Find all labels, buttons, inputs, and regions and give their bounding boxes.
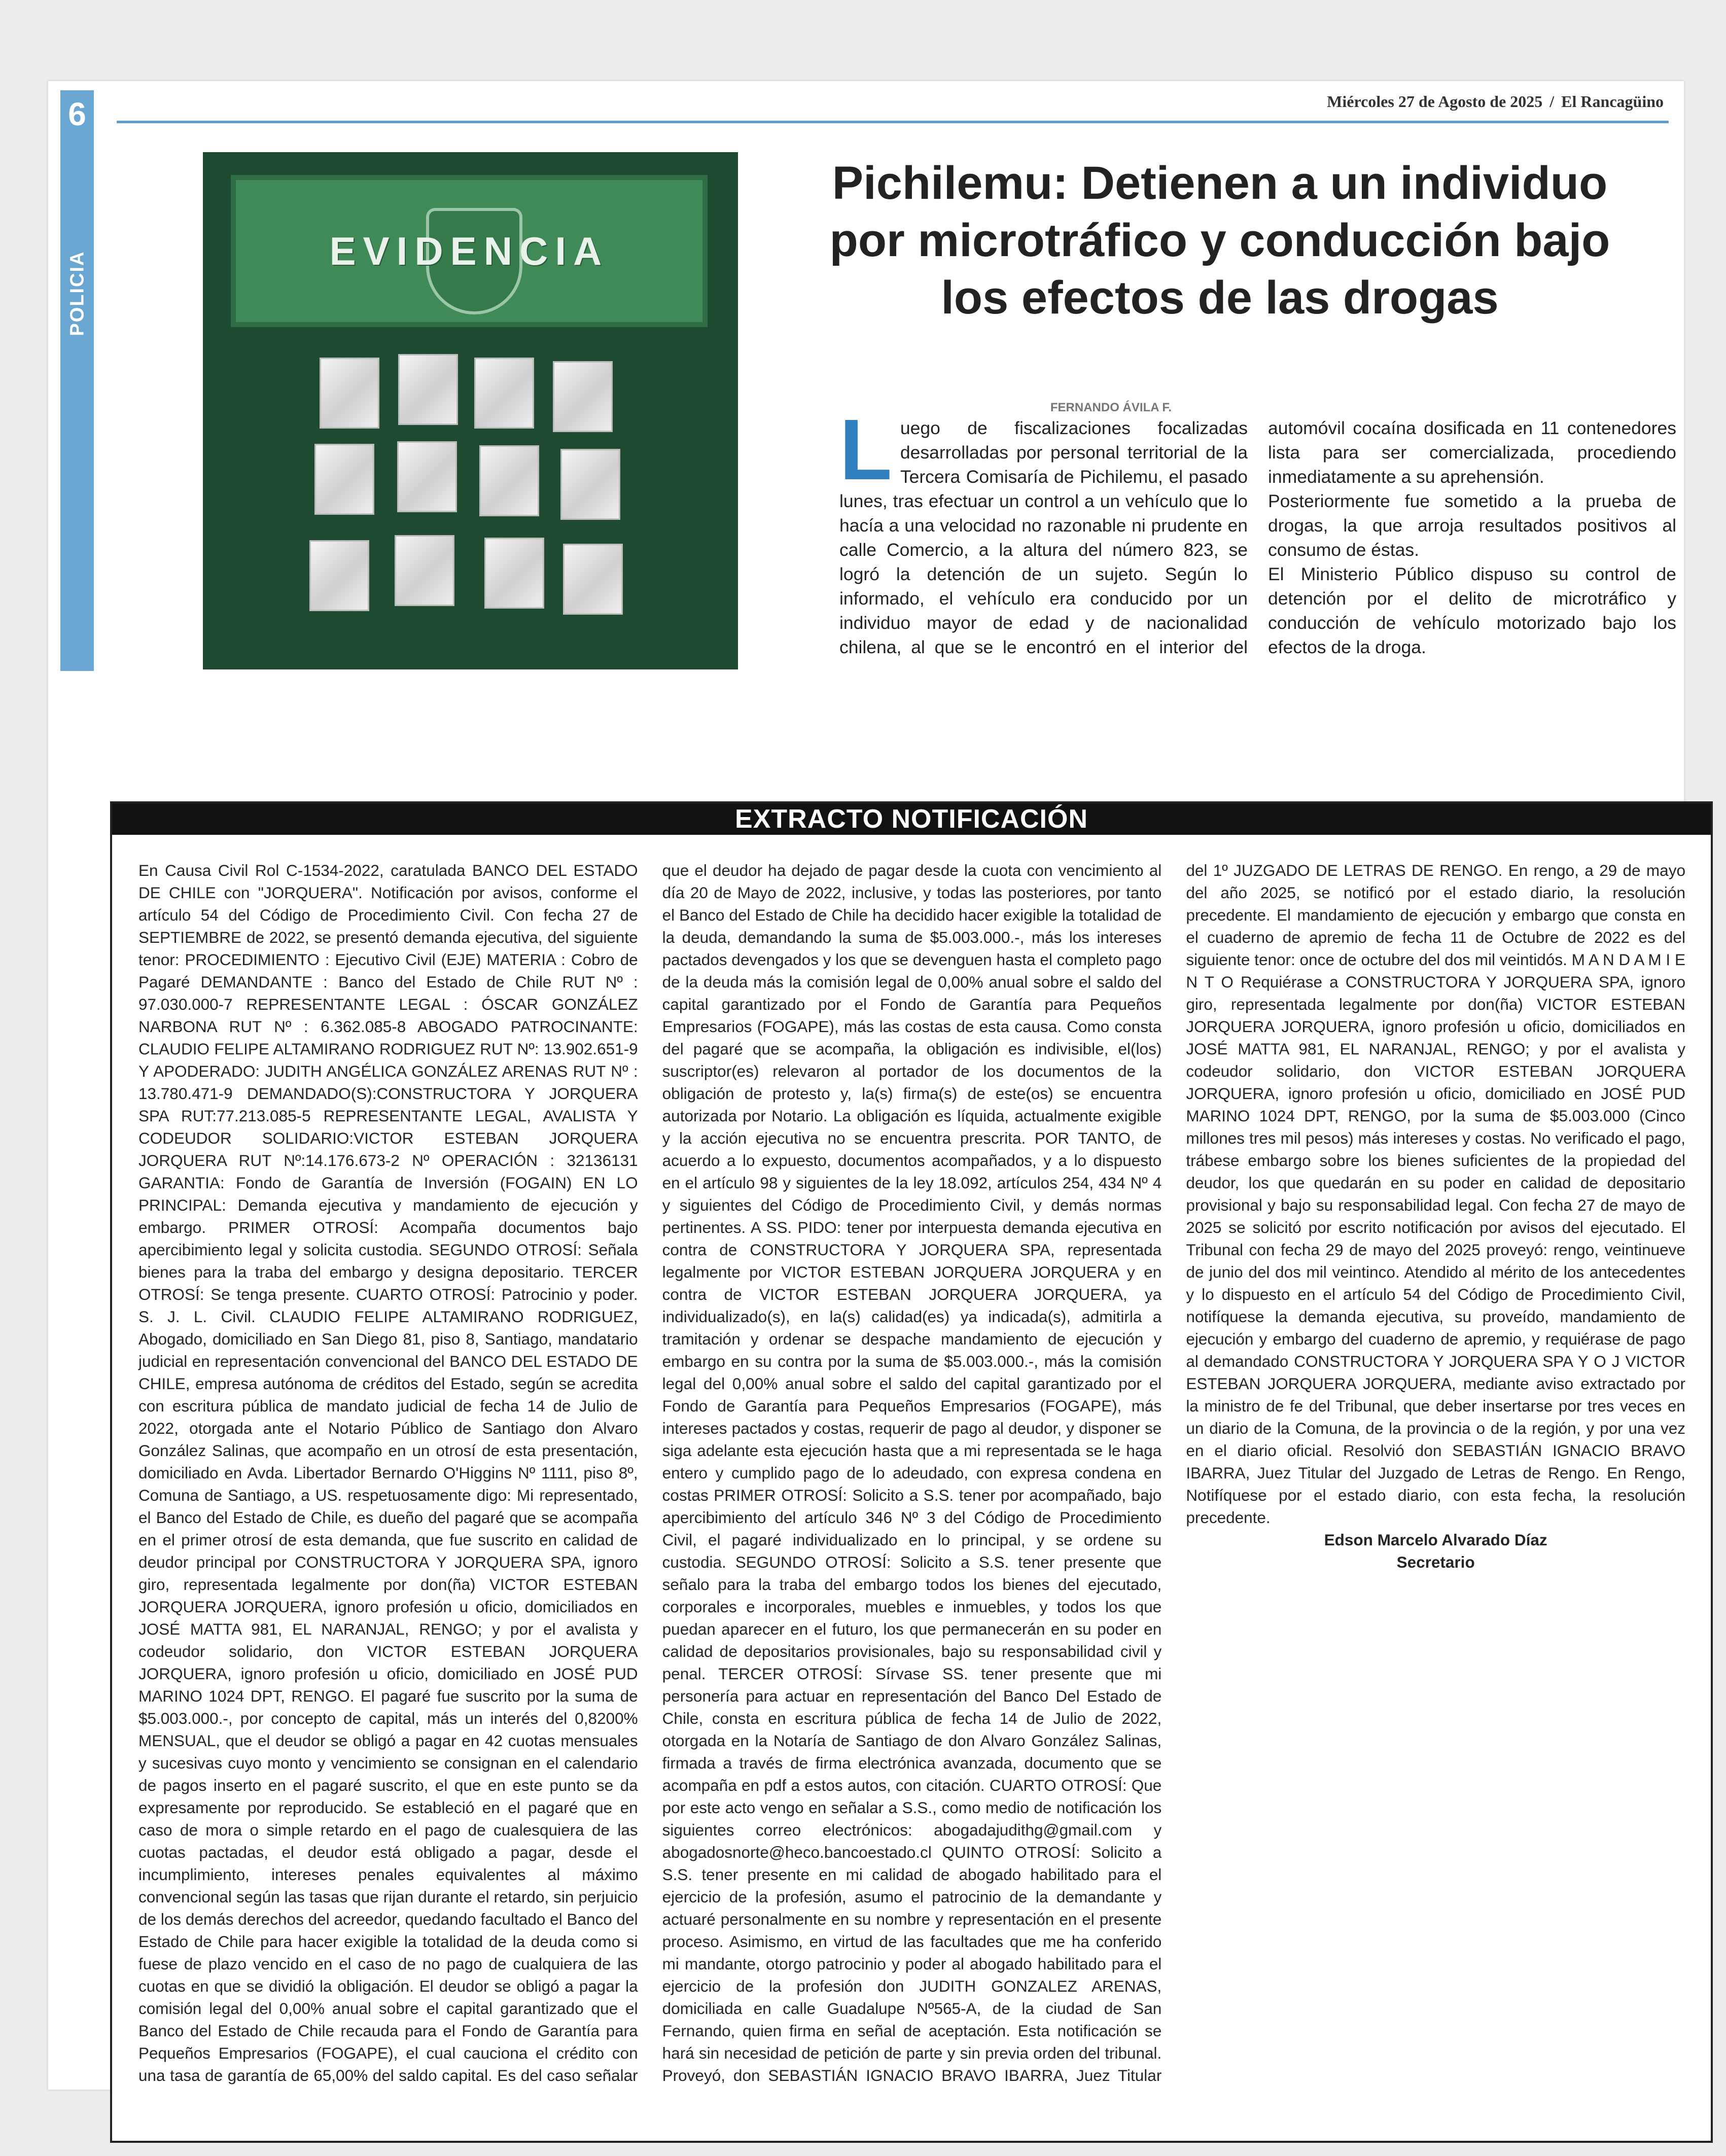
- article-byline: FERNANDO ÁVILA F.: [1050, 401, 1172, 414]
- evidence-photo: [203, 152, 738, 669]
- notice-body: [138, 859, 1685, 2107]
- drug-bag: [553, 361, 613, 432]
- drug-bag: [560, 449, 620, 520]
- signature-title: Secretario: [1396, 1553, 1475, 1571]
- drug-bag: [309, 540, 369, 611]
- drug-bag: [395, 535, 454, 606]
- header-rule: [117, 121, 1669, 123]
- section-label: [63, 242, 92, 344]
- article-paragraph: Posteriormente fue sometido a la prueba de drogas, la que arroja resultados positivos al consumo de éstas.: [1268, 491, 1676, 560]
- notice-text: En Causa Civil Rol C-1534-2022, caratulada BANCO DEL ESTADO DE CHILE con "JORQUERA". Notificación por avisos, conforme el artículo 54 del Código de Procedimiento Civil. Con fecha 27 de SEPTIEMBRE de 2022, se presentó demanda ejecutiva, del siguiente tenor: PROCEDIMIENTO : Ejecutivo Civil (EJE) MATERIA : Cobro de Pagaré DEMANDANTE : Banco del Estado de Chile RUT Nº : 97.030.000-7 REPRESENTANTE LEGAL : ÓSCAR GONZÁLEZ NARBONA RUT Nº : 6.362.085-8 ABOGADO PATROCINANTE: CLAUDIO FELIPE ALTAMIRANO RODRIGUEZ RUT Nº: 13.902.651-9 Y APODERADO: JUDITH ANGÉLICA GONZÁLEZ ARENAS RUT Nº : 13.780.471-9 DEMANDADO(S):CONSTRUCTORA Y JORQUERA SPA RUT:77.213.085-5 REPRESENTANTE LEGAL, AVALISTA Y CODEUDOR SOLIDARIO:VICTOR ESTEBAN JORQUERA JORQUERA RUT Nº:14.176.673-2 Nº OPERACIÓN : 32136131 GARANTIA: Fondo de Garantía de Inversión (FOGAIN) EN LO PRINCIPAL: Demanda ejecutiva y mandamiento de ejecución y embargo. PRIMER OTROSÍ: Acompaña documentos bajo apercibimiento legal y solicita custodia. SEGUNDO OTROSÍ: Señala bienes para la traba del embargo y designa depositario. TERCER OTROSÍ: Se tenga presente. CUARTO OTROSÍ: Patrocinio y poder. S. J. L. Civil. CLAUDIO FELIPE ALTAMIRANO RODRIGUEZ, Abogado, domiciliado en San Diego 81, piso 8, Santiago, mandatario judicial en representación convencional del BANCO DEL ESTADO DE CHILE, empresa autónoma de créditos del Estado, según se acredita con escritura pública de mandato judicial de fecha 14 de Julio de 2022, otorgada ante el Notario Público de Santiago don Alvaro González Salinas, que acompaño en un otrosí de esta presentación, domiciliado en Avda. Libertador Bernardo O'Higgins Nº 1111, piso 8º, Comuna de Santiago, a US. respetuosamente digo: Mi representado, el Banco del Estado de Chile, es dueño del pagaré que se acompaña en el primer otrosí de esta demanda, que fue suscrito en calidad de deudor principal por CONSTRUCTORA Y JORQUERA SPA, ignoro giro, representada legalmente por don(ña) VICTOR ESTEBAN JORQUERA JORQUERA, ignoro profesión u oficio, domiciliados en JOSÉ MATTA 981, EL NARANJAL, RENGO; y por el avalista y codeudor solidario, don VICTOR ESTEBAN JORQUERA JORQUERA, ignoro profesión u oficio, domiciliado en JOSÉ PUD MARINO 1024 DPT, RENGO. El pagaré fue suscrito por la suma de $5.003.000.-, por concepto de capital, más un interés del 0,8200% MENSUAL, que el deudor se obligó a pagar en 42 cuotas mensuales y sucesivas cuyo monto y vencimiento se consignan en el calendario de pagos inserto en el pagaré suscrito, el que en este punto se da expresamente por reproducido. Se estableció en el pagaré que en caso de mora o simple retardo en el pago de cualesquiera de las cuotas pactadas, el deudor está obligado a pagar, desde el incumplimiento, intereses penales equivalentes al máximo convencional según las tasas que rijan durante el retardo, sin perjuicio de los demás derechos del acreedor, quedando facultado el Banco del Estado de Chile para hacer exigible la totalidad de la deuda como si fuese de plazo vencido en el caso de no pago de cualquiera de las cuotas en que se dividió la obligación. El deudor se obligó a pagar la comisión legal del 0,00% anual sobre el capital garantizado que el Banco del Estado de Chile recauda para el Fondo de Garantía para Pequeños Empresarios (FOGAPE), el cual cauciona el crédito con una tasa de garantía de 65,00% del saldo capital. Es del caso señalar que el deudor ha dejado de pagar desde la cuota con vencimiento al día 20 de Mayo de 2022, inclusive, y todas las posteriores, por tanto el Banco del Estado de Chile ha decidido hacer exigible la totalidad de la deuda, demandando la suma de $5.003.000.-, más los intereses pactados devengados y los que se devenguen hasta el completo pago de la deuda más la comisión legal de 0,00% anual sobre el saldo del capital garantizado por el Fondo de Garantía para Pequeños Empresarios (FOGAPE), más las costas de esta causa. Como consta del pagaré que se acompaña, la obligación es indivisible, el(los) suscriptor(es) relevaron al portador de los documentos de la obligación de protesto y, la(s) firma(s) de este(os) se encuentra autorizada por Notario. La obligación es líquida, actualmente exigible y la acción ejecutiva no se encuentra prescrita. POR TANTO, de acuerdo a lo expuesto, documentos acompañados, y a lo dispuesto en el artículo 98 y siguientes de la ley 18.092, artículos 254, 434 Nº 4 y siguientes del Código de Procedimiento Civil, y demás normas pertinentes. A SS. PIDO: tener por interpuesta demanda ejecutiva en contra de CONSTRUCTORA Y JORQUERA SPA, representada legalmente por VICTOR ESTEBAN JORQUERA JORQUERA y en contra de VICTOR ESTEBAN JORQUERA JORQUERA, ya individualizado(s), en la(s) calidad(es) ya indicada(s), admitirla a tramitación y ordenar se despache mandamiento de ejecución y embargo en su contra por la suma de $5.003.000.-, más la comisión legal del 0,00% anual sobre el saldo del capital garantizado por el Fondo de Garantía para Pequeños Empresarios (FOGAPE), más intereses pactados y costas, requerir de pago al deudor, y disponer se siga adelante esta ejecución hasta que a mi representada se le haga entero y cumplido pago de lo adeudado, con expresa condena en costas PRIMER OTROSÍ: Solicito a S.S. tener por acompañado, bajo apercibimiento del artículo 346 Nº 3 del Código de Procedimiento Civil, el pagaré individualizado en lo principal, y se ordene su custodia. SEGUNDO OTROSÍ: Solicito a S.S. tener presente que señalo para la traba del embargo todos los bienes del ejecutado, corporales e incorporales, muebles e inmuebles, y todos los que puedan aparecer en el futuro, los que permanecerán en su poder en calidad de depositarios provisionales, bajo su responsabilidad civil y penal. TERCER OTROSÍ: Sírvase SS. tener presente que mi personería para actuar en representación del Banco Del Estado de Chile, consta en escritura pública de fecha 14 de Julio de 2022, otorgada en la Notaría de Santiago de don Alvaro González Salinas, firmada a través de firma electrónica avanzada, documento que se acompaña en pdf a estos autos, con citación. CUARTO OTROSÍ: Que por este acto vengo en señalar a S.S., como medio de notificación los siguientes correo electrónicos: abogadajudithg@gmail.com y abogadosnorte@heco.bancoestado.cl QUINTO OTROSÍ: Solicito a S.S. tener presente en mi calidad de abogado habilitado para el ejercicio de la profesión, asumo el patrocinio de la demandante y actuaré personalmente en su nombre y representación en el presente proceso. Asimismo, en virtud de las facultades que me ha conferido mi mandante, otorgo patrocinio y poder al abogado habilitado para el ejercicio de la profesión don JUDITH GONZALEZ ARENAS, domiciliada en calle Guadalupe Nº565-A, de la ciudad de San Fernando, quien firma en señal de aceptación. Esta notificación se hará sin necesidad de petición de parte y sin previa orden del tribunal. Proveyó, don SEBASTIÁN IGNACIO BRAVO IBARRA, Juez Titular del 1º JUZGADO DE LETRAS DE RENGO. En rengo, a 29 de mayo del año 2025, se notificó por el estado diario, la resolución precedente. El mandamiento de ejecución y embargo que consta en el cuaderno de apremio de fecha 11 de Octubre de 2022 es del siguiente tenor: once de octubre del dos mil veintidós. M A N D A M I E N T O Requiérase a CONSTRUCTORA Y JORQUERA SPA, ignoro giro, representada legalmente por don(ña) VICTOR ESTEBAN JORQUERA JORQUERA, ignoro profesión u oficio, domiciliados en JOSÉ MATTA 981, EL NARANJAL, RENGO; y por el avalista y codeudor solidario, don VICTOR ESTEBAN JORQUERA JORQUERA, ignoro profesión u oficio, domiciliado en JOSÉ PUD MARINO 1024 DPT, RENGO, por la suma de $5.003.000 (Cinco millones tres mil pesos) más intereses y costas. No verificado el pago, trábese embargo sobre los bienes suficientes de la propiedad del deudor, los que quedarán en su poder en calidad de depositario provisional y bajo su responsabilidad legal. Con fecha 27 de mayo de 2025 se solicitó por escrito notificación por avisos del ejecutado. El Tribunal con fecha 29 de mayo del 2025 proveyó: rengo, veintinueve de junio del dos mil veintinco. Atendido al mérito de los antecedentes y lo dispuesto en el artículo 54 del Código de Procedimiento Civil, notifíquese la demanda ejecutiva, su proveído, mandamiento de ejecución y embargo del cuaderno de apremio, y requiérase de pago al demandado CONSTRUCTORA Y JORQUERA SPA Y O J VICTOR ESTEBAN JORQUERA JORQUERA, mediante aviso extractado por la ministro de fe del Tribunal, que deber insertarse por tres veces en un diario de la Comuna, de la provincia o de la región, y por una vez en el diario oficial. Resolvió don SEBASTIÁN IGNACIO BRAVO IBARRA, Juez Titular del Juzgado de Letras de Rengo. En Rengo, Notifíquese por el estado diario, con esta fecha, la resolución precedente.: [138, 861, 1685, 2084]
- newspaper-name: El Rancagüino: [1561, 92, 1664, 111]
- section-label-text: POLICIA: [66, 250, 88, 336]
- notice-title: EXTRACTO NOTIFICACIÓN: [112, 803, 1711, 835]
- article-paragraph-text: uego de fiscalizaciones focalizadas desarrolladas por personal territorial de la Tercera Comisaría de Pichilemu, el pasado lunes, tras efectuar un control a un vehículo que lo hacía a una velocidad no razonable ni prudente en calle Comercio, a la altura del número 823, se logró la detención de un sujeto. Según lo informado, el vehículo era conducido por un individuo mayor de edad y de nacionalidad chilena, al que se le encontró en el interior del automóvil cocaína dosificada en 11 contenedores lista para ser comercializada, procediendo inmediatamente a su aprehensión.: [839, 418, 1676, 657]
- issue-date: Miércoles 27 de Agosto de 2025: [1327, 92, 1543, 111]
- drug-bag: [320, 358, 379, 429]
- drug-bag: [474, 358, 534, 429]
- page-number: 6: [68, 96, 86, 132]
- evidence-banner: [231, 175, 708, 327]
- article-paragraph: El Ministerio Público dispuso su control de detención por el delito de microtráfico y conducción de vehículo motorizado bajo los efectos de la droga.: [1268, 564, 1676, 657]
- section-strip: [60, 90, 94, 671]
- header-separator: /: [1549, 92, 1555, 111]
- drop-cap: L: [839, 402, 892, 498]
- drug-bag: [397, 441, 457, 512]
- signature-name: Edson Marcelo Alvarado Díaz: [1324, 1531, 1547, 1549]
- drug-bag: [398, 354, 458, 425]
- newspaper-page: [48, 81, 1684, 2090]
- drug-bag: [314, 444, 374, 515]
- legal-notice: [110, 801, 1713, 2143]
- signature-block: [1186, 1529, 1685, 1573]
- drug-bag: [479, 445, 539, 516]
- drug-bag: [563, 544, 623, 615]
- drug-bag: [484, 538, 544, 609]
- article-headline: Pichilemu: Detienen a un individuo por microtráfico y conducción bajo los efectos de las drogas: [829, 157, 1610, 324]
- evidence-banner-text: EVIDENCIA: [329, 228, 609, 273]
- page-header: [1327, 92, 1664, 111]
